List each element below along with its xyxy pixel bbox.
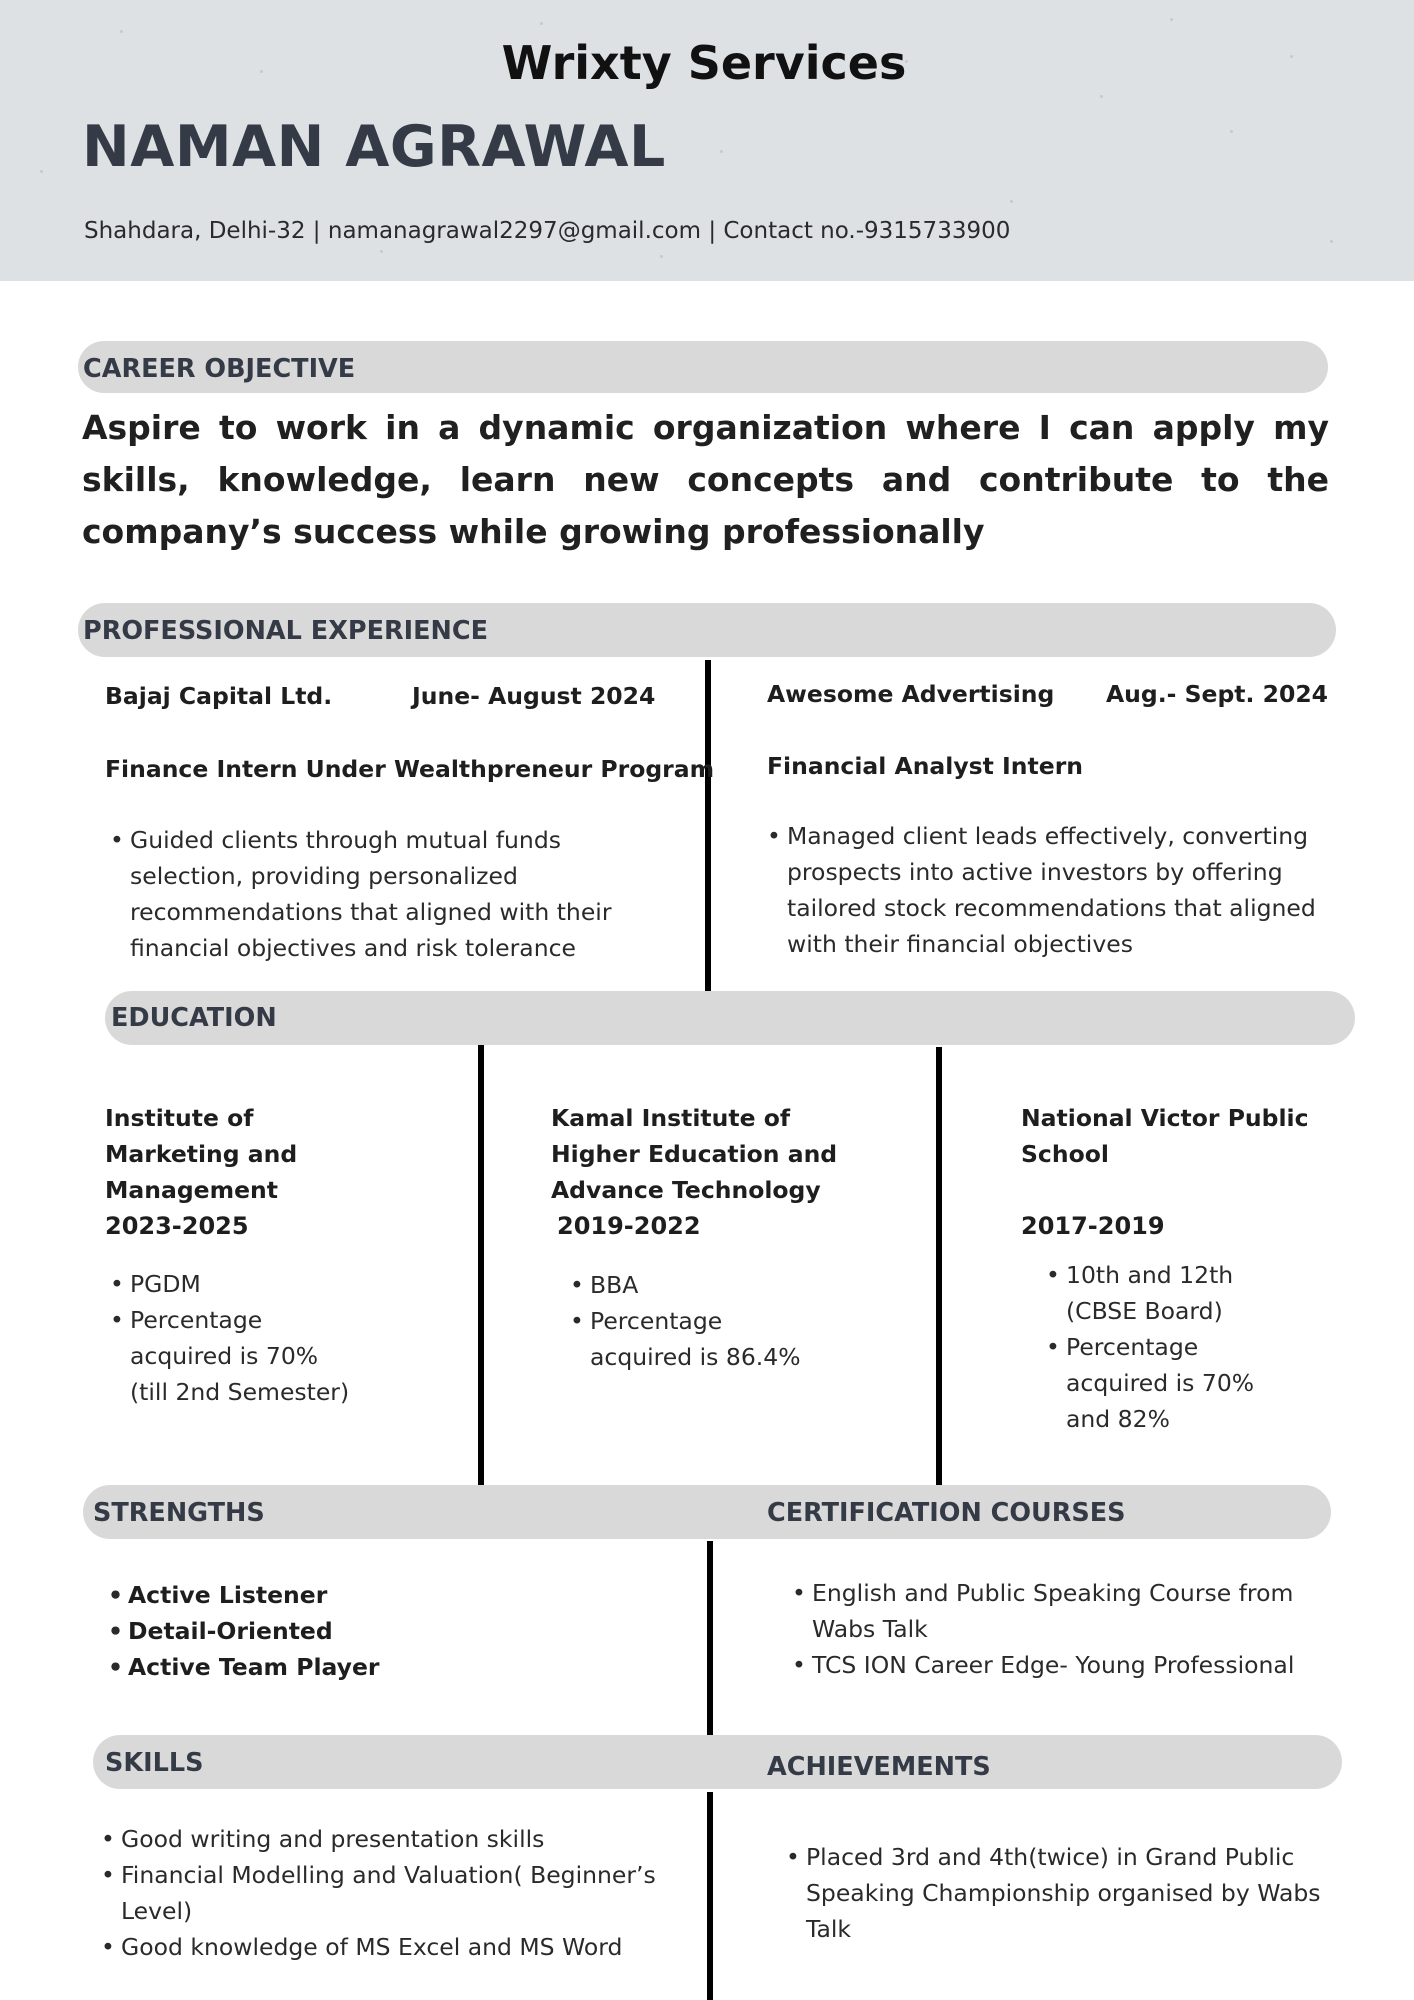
- education-bullets: [1044, 1257, 1264, 1437]
- strengths-list: [106, 1577, 666, 1685]
- list-item: • PGDM: [108, 1266, 358, 1302]
- job-role: Financial Analyst Intern: [767, 752, 1084, 780]
- strengths-divider: [707, 1541, 713, 1737]
- list-item: • Good writing and presentation skills: [99, 1821, 689, 1857]
- candidate-name: NAMAN AGRAWAL: [82, 114, 666, 180]
- list-item: • Percentage acquired is 70% and 82%: [1044, 1329, 1264, 1437]
- education-heading: EDUCATION: [111, 1003, 277, 1033]
- skills-divider: [707, 1792, 713, 2000]
- section-bar-skills: [93, 1735, 1342, 1789]
- achievements-heading: ACHIEVEMENTS: [767, 1752, 991, 1782]
- education-divider-right: [936, 1047, 942, 1492]
- achievements-list: [784, 1839, 1334, 1947]
- job-dates: Aug.- Sept. 2024: [1106, 680, 1329, 708]
- education-institution: National Victor Public School: [1021, 1104, 1309, 1168]
- career-objective-text: Aspire to work in a dynamic organization where I can apply my skills, knowledge, learn new concepts and contribute to the company’s success while growing professionally: [82, 408, 1329, 551]
- list-item: • Managed client leads effectively, converting prospects into active investors by offering tailored stock recommendations that aligned with their financial objectives: [765, 818, 1325, 962]
- career-objective-heading: CAREER OBJECTIVE: [83, 354, 356, 384]
- list-item: • Guided clients through mutual funds selection, providing personalized recommendations that aligned with their financial objectives and risk tolerance: [108, 822, 678, 966]
- education-years: 2019-2022: [557, 1212, 701, 1240]
- list-item: • Percentage acquired is 70% (till 2nd Semester): [108, 1302, 358, 1410]
- list-item: • English and Public Speaking Course from Wabs Talk: [790, 1575, 1330, 1647]
- skills-heading: SKILLS: [105, 1748, 204, 1778]
- job-bullets: [765, 818, 1325, 962]
- education-bullets: [108, 1266, 358, 1410]
- education-bullets: [568, 1267, 808, 1375]
- list-item: • TCS ION Career Edge- Young Professional: [790, 1647, 1330, 1683]
- strengths-heading: STRENGTHS: [93, 1498, 265, 1528]
- certifications-list: [790, 1575, 1330, 1683]
- job-company: Awesome Advertising: [767, 680, 1055, 708]
- experience-heading: PROFESSIONAL EXPERIENCE: [83, 616, 488, 646]
- education-institution: Kamal Institute of Higher Education and Advance Technology: [551, 1104, 838, 1204]
- contact-line: Shahdara, Delhi-32 | namanagrawal2297@gmail.com | Contact no.-9315733900: [84, 218, 1011, 244]
- section-bar-education: [105, 991, 1355, 1045]
- company-name: Wrixty Services: [501, 36, 907, 90]
- section-bar-strengths: [83, 1485, 1331, 1539]
- header-banner: [0, 0, 1414, 281]
- list-item: • Percentage acquired is 86.4%: [568, 1303, 808, 1375]
- job-company: Bajaj Capital Ltd.: [105, 682, 333, 710]
- skills-list: [99, 1821, 689, 1965]
- list-item: • 10th and 12th (CBSE Board): [1044, 1257, 1264, 1329]
- list-item: • Active Listener: [106, 1577, 666, 1613]
- list-item: • Good knowledge of MS Excel and MS Word: [99, 1929, 689, 1965]
- certifications-heading: CERTIFICATION COURSES: [767, 1498, 1126, 1528]
- list-item: • BBA: [568, 1267, 808, 1303]
- job-dates: June- August 2024: [412, 682, 656, 710]
- list-item: • Financial Modelling and Valuation( Beginner’s Level): [99, 1857, 689, 1929]
- list-item: • Active Team Player: [106, 1649, 666, 1685]
- education-institution: Institute of Marketing and Management: [105, 1104, 298, 1204]
- job-role: Finance Intern Under Wealthpreneur Program: [105, 755, 715, 783]
- list-item: • Detail-Oriented: [106, 1613, 666, 1649]
- education-years: 2017-2019: [1021, 1212, 1165, 1240]
- education-divider-left: [478, 1045, 484, 1490]
- education-years: 2023-2025: [105, 1212, 249, 1240]
- list-item: • Placed 3rd and 4th(twice) in Grand Public Speaking Championship organised by Wabs Talk: [784, 1839, 1334, 1947]
- job-bullets: [108, 822, 678, 966]
- experience-divider: [705, 660, 711, 998]
